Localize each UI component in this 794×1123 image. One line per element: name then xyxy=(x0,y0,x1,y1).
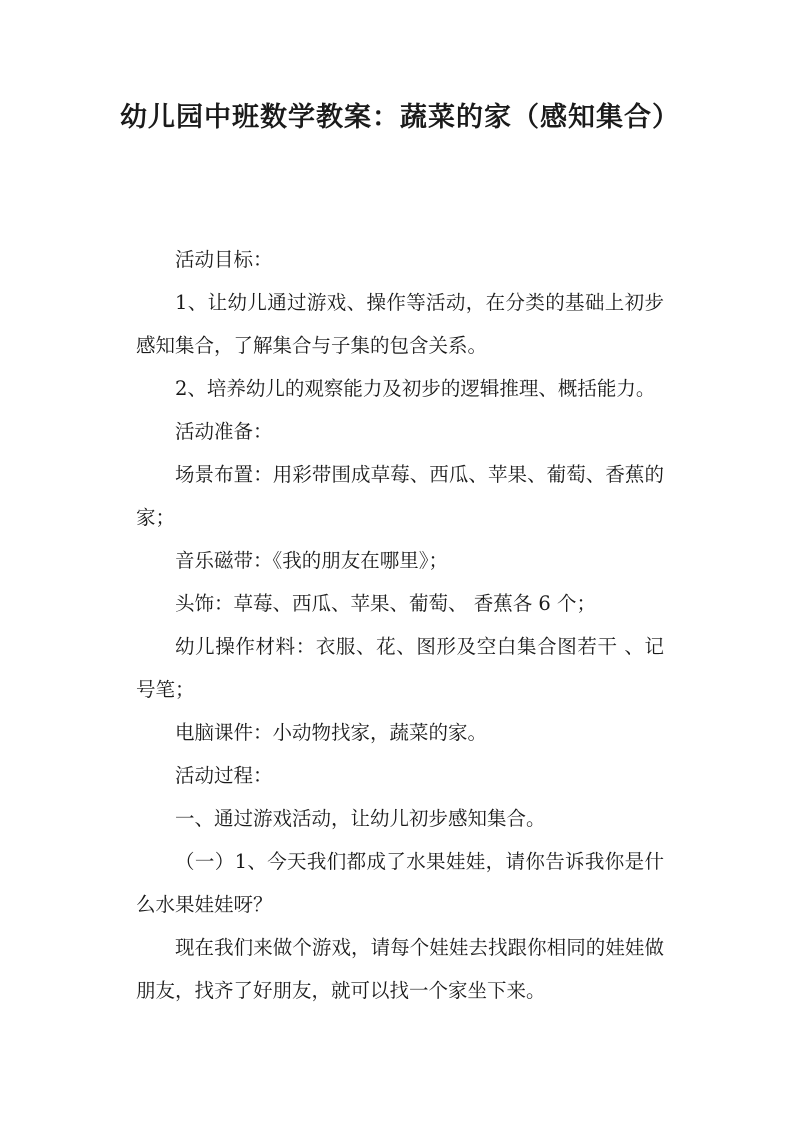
paragraph-prep-heading: 活动准备： xyxy=(175,420,273,443)
paragraph-prep-materials: 幼儿操作材料：衣服、花、图形及空白集合图若干 、记号笔； xyxy=(136,635,664,701)
paragraph-process-step-1: 一、通过游戏活动，让幼儿初步感知集合。 xyxy=(175,807,546,830)
paragraph-goals-heading: 活动目标： xyxy=(175,248,273,271)
document-body xyxy=(136,238,664,1012)
paragraph-process-game: 现在我们来做个游戏，请每个娃娃去找跟你相同的娃娃做朋友，找齐了好朋友，就可以找一个家坐下来。 xyxy=(136,936,664,1002)
paragraph-prep-headwear: 头饰：草莓、西瓜、苹果、葡萄、 香蕉各 6 个； xyxy=(175,592,597,615)
paragraph-goal-1: 1、让幼儿通过游戏、操作等活动，在分类的基础上初步感知集合，了解集合与子集的包含关系。 xyxy=(136,291,664,357)
paragraph-process-question: （一）1、今天我们都成了水果娃娃，请你告诉我你是什么水果娃娃呀？ xyxy=(136,850,664,916)
document-title: 幼儿园中班数学教案：蔬菜的家（感知集合） xyxy=(120,102,680,133)
paragraph-prep-courseware: 电脑课件：小动物找家，蔬菜的家。 xyxy=(175,721,488,744)
paragraph-goal-2: 2、培养幼儿的观察能力及初步的逻辑推理、概括能力。 xyxy=(175,377,656,400)
paragraph-process-heading: 活动过程： xyxy=(175,764,273,787)
paragraph-prep-scene: 场景布置：用彩带围成草莓、西瓜、苹果、葡萄、香蕉的家； xyxy=(136,463,664,529)
paragraph-prep-music: 音乐磁带：《我的朋友在哪里》； xyxy=(175,549,449,572)
